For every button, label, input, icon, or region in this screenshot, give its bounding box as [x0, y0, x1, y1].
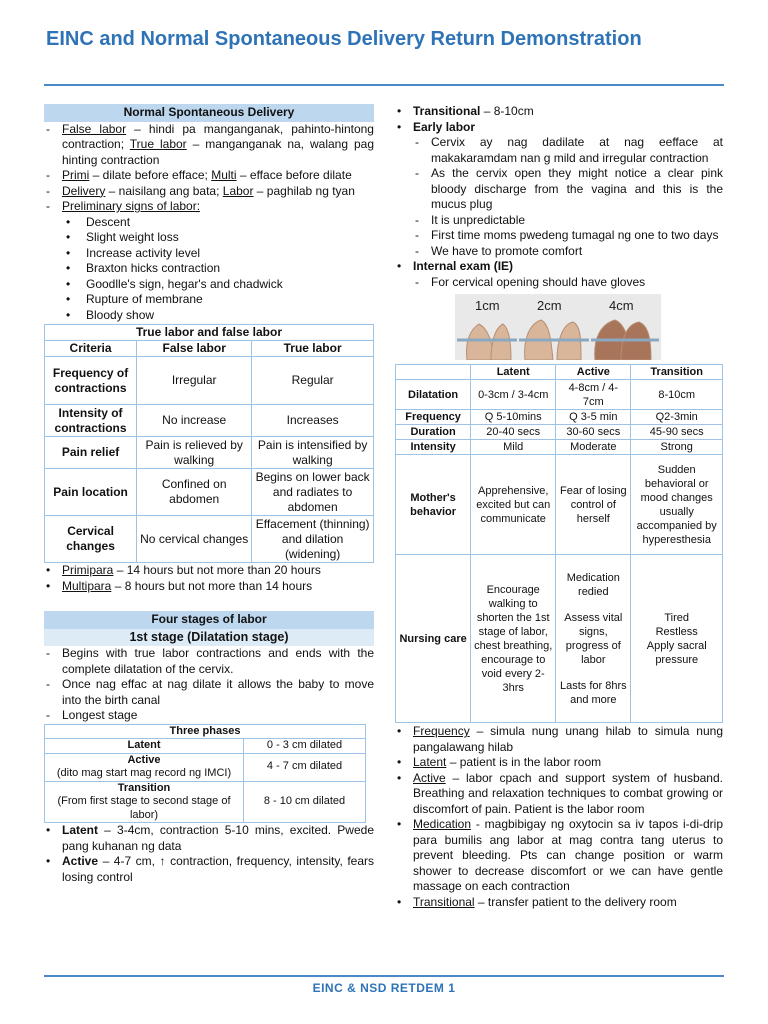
list-item: - Once nag effac at nag dilate it allows the baby to move into the birth canal — [44, 677, 374, 708]
table-row: Dilatation 0-3cm / 3-4cm 4-8cm / 4-7cm 8-10cm — [396, 380, 723, 410]
table-row: Latent 0 - 3 cm dilated — [45, 739, 366, 754]
preliminary-signs-item: - Preliminary signs of labor: — [44, 199, 374, 215]
parity-list — [44, 563, 374, 594]
list-item: • Latent – patient is in the labor room — [395, 755, 723, 771]
table-row: Transition (From first stage to second stage of labor) 8 - 10 cm dilated — [45, 781, 366, 823]
footer-rule — [44, 975, 724, 977]
three-phases-table — [44, 724, 366, 824]
label-2cm: 2cm — [537, 298, 562, 313]
list-item: - Longest stage — [44, 708, 374, 724]
list-item: • Active – labor cpach and support system of husband. Breathing and relaxation techniques to combat growing or discomfort of pain. Patient is the labor room — [395, 771, 723, 818]
list-item: • Increase activity level — [44, 246, 374, 262]
internal-exam-list — [395, 259, 723, 275]
table-row: Active (dito mag start mag record ng IMCI) 4 - 7 cm dilated — [45, 753, 366, 781]
column-header: Criteria — [45, 341, 137, 357]
list-item: • Medication - magbibigay ng oxytocin sa iv tapos i-di-drip para bumilis ang labor at mag contra tang uterus to prevent bleeding. Pts can change position or warm shower to decrease discomfort or we can have gentle massage on each contraction — [395, 817, 723, 895]
page-footer: EINC & NSD RETDEM 1 — [312, 981, 456, 995]
list-item: • Braxton hicks contraction — [44, 261, 374, 277]
label-1cm: 1cm — [475, 298, 500, 313]
table-row: Pain relief Pain is relieved by walking Pain is intensified by walking — [45, 437, 374, 469]
preliminary-signs-list — [44, 215, 374, 324]
list-item: - It is unpredictable — [395, 213, 723, 229]
table-row: Pain location Confined on abdomen Begins on lower back and radiates to abdomen — [45, 469, 374, 516]
fingers-illustration — [395, 294, 723, 360]
primipara-item: • Primipara – 14 hours but not more than 20 hours — [44, 563, 374, 579]
right-column — [395, 104, 723, 910]
header-rule — [44, 84, 724, 86]
active-note: • Active – 4-7 cm, ↑ contraction, frequency, intensity, fears losing control — [44, 854, 374, 885]
column-header: True labor — [252, 341, 374, 357]
label-4cm: 4cm — [609, 298, 634, 313]
early-labor-item: • Early labor — [395, 120, 723, 136]
table-row: Frequency of contractions Irregular Regular — [45, 357, 374, 405]
stages-heading: Four stages of labor — [44, 611, 374, 629]
table-row: Frequency Q 5-10mins Q 3-5 min Q2-3min — [396, 410, 723, 425]
table-row: Intensity Mild Moderate Strong — [396, 440, 723, 455]
transitional-list — [395, 104, 723, 135]
list-item: • Bloody show — [44, 308, 374, 324]
list-item: - First time moms pwedeng tumagal ng one to two days — [395, 228, 723, 244]
list-item: • Goodlle's sign, hegar's and chadwick — [44, 277, 374, 293]
table-row: Nursing care Encourage walking to shorten the 1st stage of labor, chest breathing, encourage to void every 2-3hrs Medication redied Assess vital signs, progress of labor Lasts for 8hrs and more Tired Restless Apply sacral pressure — [396, 555, 723, 723]
table-row: Duration 20-40 secs 30-60 secs 45-90 secs — [396, 425, 723, 440]
latent-note: • Latent – 3-4cm, contraction 5-10 mins, excited. Pwede pang kuhanan ng data — [44, 823, 374, 854]
table-caption: Three phases — [45, 724, 366, 739]
list-item: - We have to promote comfort — [395, 244, 723, 260]
list-item: - As the cervix open they might notice a clear pink bloody discharge from the vagina and this is the mucus plug — [395, 166, 723, 213]
table-caption: True labor and false labor — [45, 325, 374, 341]
left-column — [44, 104, 374, 885]
right-notes-list — [395, 724, 723, 910]
delivery-labor-item: - Delivery – naisilang ang bata; Labor – paghilab ng tyan — [44, 184, 374, 200]
list-item: - Cervix ay nag dadilate at nag eefface at makakaramdam nan g mild and irregular contraction — [395, 135, 723, 166]
false-true-labor-item: - False labor – hindi pa manganganak, pahinto-hintong contraction; True labor – manganganak na, walang pag hinting contraction — [44, 122, 374, 169]
table-row: Cervical changes No cervical changes Effacement (thinning) and dilation (widening) — [45, 516, 374, 563]
internal-exam-points — [395, 275, 723, 291]
list-item: • Rupture of membrane — [44, 292, 374, 308]
nsd-definitions — [44, 122, 374, 215]
primi-multi-item: - Primi – dilate before efface; Multi – efface before dilate — [44, 168, 374, 184]
multipara-item: • Multipara – 8 hours but not more than 14 hours — [44, 579, 374, 595]
table-row: Mother's behavior Apprehensive, excited but can communicate Fear of losing control of herself Sudden behavioral or mood changes usually accompanied by hyperesthesia — [396, 455, 723, 555]
nsd-heading: Normal Spontaneous Delivery — [44, 104, 374, 122]
true-false-labor-table — [44, 324, 374, 563]
page-title: EINC and Normal Spontaneous Delivery Return Demonstration — [46, 28, 642, 50]
labor-phases-table — [395, 364, 723, 723]
first-stage-points — [44, 646, 374, 724]
transitional-item: • Transitional – 8-10cm — [395, 104, 723, 120]
first-stage-heading: 1st stage (Dilatation stage) — [44, 629, 374, 647]
column-header: False labor — [137, 341, 252, 357]
list-item: - For cervical opening should have gloves — [395, 275, 723, 291]
internal-exam-item: • Internal exam (IE) — [395, 259, 723, 275]
list-item: • Transitional – transfer patient to the delivery room — [395, 895, 723, 911]
list-item: • Slight weight loss — [44, 230, 374, 246]
early-labor-points — [395, 135, 723, 259]
list-item: - Begins with true labor contractions and ends with the complete dilatation of the cervix. — [44, 646, 374, 677]
table-row: Intensity of contractions No increase Increases — [45, 405, 374, 437]
table-header-row: Latent Active Transition — [396, 365, 723, 380]
phase-notes-list — [44, 823, 374, 885]
list-item: • Descent — [44, 215, 374, 231]
list-item: • Frequency – simula nung unang hilab to simula nung pangalawang hilab — [395, 724, 723, 755]
cervical-dilation-figure — [395, 294, 723, 360]
